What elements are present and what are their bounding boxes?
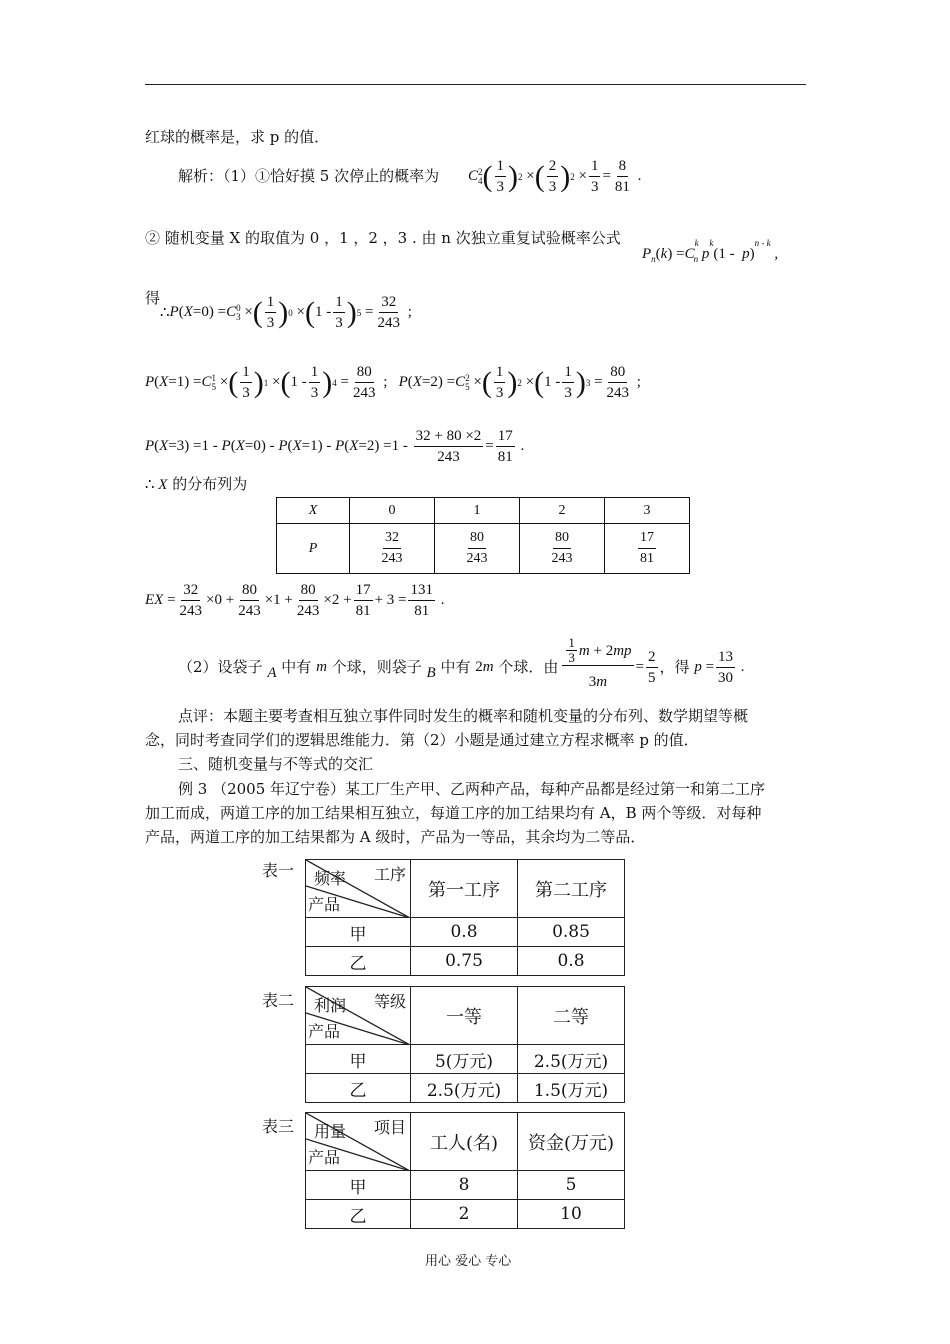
table-cell: 5 [518,1171,625,1200]
comment-line-2: 念，同时考查同学们的逻辑思维能力．第（2）小题是通过建立方程求概率 p 的值． [145,731,699,749]
dist-header-cell: 1 [435,498,520,524]
row-label: 乙 [306,1200,411,1229]
solution-intro: 解析：（1）①恰好摸 5 次停止的概率为 [178,167,440,185]
part2-line: （2）设袋子 A 中有 m 个球，则袋子 B 中有 2m 个球．由 $\frac{1}{3}$ m + 2 mp 3m = $\frac{2}{5}$ ，得 p = $\frac{13}{30}$ . [178,635,745,690]
row-label: 甲 [306,1045,411,1074]
table3-label: 表三 [262,1117,295,1136]
row-label: 乙 [306,947,411,976]
dist-prob-cell: $\frac{32}{243}$ [350,524,435,574]
diag-top-left: 利润 [314,996,347,1015]
diag-top-right: 工序 [373,865,406,884]
distribution-table [276,497,690,574]
table-cell: 1.5(万元) [518,1074,625,1103]
formula-binomial: $P_n(k) =C^k_n$ $p^k(1 - p)^{n - k}$ , [642,238,779,264]
dist-header-cell: 0 [350,498,435,524]
formula-px1-px2: P ( X =1) = C 1 5 × ( $\frac{1}{3}$ ) 1 × ( 1 - $\frac{1}{3}$ ) 4 = $\frac{80}{243}$ ; P ( X =2) = C 2 5 × ( $\frac{1}{3}$ ) 2 × ( 1 - $\frac{1}{3}$ ) 3 = $\frac{80}{243}$ ; [145,364,641,401]
formula-p5: C 2 4 ( $\frac{1}{3}$ ) 2 × ( $\frac{2}{3}$ ) 2 × $\frac{1}{3}$ = $\frac{8}{81}$ . [468,158,642,195]
col-header: 一等 [411,987,518,1045]
diag-bottom-left: 产品 [308,1148,341,1167]
diag-top-left: 频率 [314,869,347,888]
dist-header-x: X [277,498,350,524]
de-label: 得 [145,289,161,307]
dist-row-label: P [277,524,350,574]
row-label: 甲 [306,918,411,947]
page-footer: 用心 爱心 专心 [425,1254,512,1269]
formula-expectation: EX = $\frac{32}{243}$ ×0 + $\frac{80}{243}$ ×1 + $\frac{80}{243}$ ×2 + $\frac{17}{81}$ + 3 = $\frac{131}{81}$ . [145,582,445,619]
dist-prob-cell: $\frac{80}{243}$ [435,524,520,574]
table-cell: 0.85 [518,918,625,947]
section-heading: 三、随机变量与不等式的交汇 [178,755,374,773]
diag-bottom-left: 产品 [308,1022,341,1041]
dist-header-cell: 2 [520,498,605,524]
table1-label: 表一 [262,861,295,880]
table-cell: 0.8 [518,947,625,976]
formula-px0: ∴ P ( X =0) = C 0 3 × ( $\frac{1}{3}$ ) 0 × ( 1 - $\frac{1}{3}$ ) 5 = $\frac{32}{243}$ ; [160,294,412,331]
col-header: 第二工序 [518,860,625,918]
table-1 [305,859,625,976]
table-3 [305,1112,625,1229]
diag-header-cell [306,860,411,918]
table-2 [305,986,625,1103]
table-cell: 8 [411,1171,518,1200]
solution-part2: ② 随机变量 X 的取值为 0 ，1 ，2 ，3 . 由 n 次独立重复试验概率公式 [145,229,621,247]
diag-bottom-left: 产品 [308,895,341,914]
example3-line-3: 产品，两道工序的加工结果都为 A 级时，产品为一等品，其余均为二等品． [145,828,646,846]
table-cell: 2 [411,1200,518,1229]
col-header: 工人(名) [411,1113,518,1171]
example3-line-2: 加工而成，两道工序的加工结果相互独立，每道工序的加工结果均有 A，B 两个等级．对每种 [145,804,762,822]
formula-px3: P ( X =3) =1 - P ( X =0) - P ( X =1) - P ( X =2) =1 - $\frac{32 + 80 \times 2}{243}$ = $\frac{17}{81}$ . [145,428,525,465]
col-header: 资金(万元) [518,1113,625,1171]
col-header: 第一工序 [411,860,518,918]
table-cell: 5(万元) [411,1045,518,1074]
table-cell: 2.5(万元) [411,1074,518,1103]
text-line-1: 红球的概率是，求 p 的值． [145,128,330,146]
dist-intro: ∴ X 的分布列为 [145,475,248,493]
dist-prob-cell: $\frac{17}{81}$ [605,524,690,574]
table-cell: 10 [518,1200,625,1229]
dist-prob-cell: $\frac{80}{243}$ [520,524,605,574]
table-cell: 0.8 [411,918,518,947]
header-rule [145,84,806,85]
row-label: 乙 [306,1074,411,1103]
row-label: 甲 [306,1171,411,1200]
example3-line-1: 例 3 （2005 年辽宁卷）某工厂生产甲、乙两种产品，每种产品都是经过第一和第二工序 [178,780,766,798]
diag-top-left: 用量 [314,1122,347,1141]
diag-top-right: 项目 [373,1118,406,1137]
table-cell: 2.5(万元) [518,1045,625,1074]
comment-line-1: 点评：本题主要考查相互独立事件同时发生的概率和随机变量的分布列、数学期望等概 [178,707,749,725]
table-cell: 0.75 [411,947,518,976]
table2-label: 表二 [262,991,295,1010]
col-header: 二等 [518,987,625,1045]
dist-header-cell: 3 [605,498,690,524]
diag-header-cell [306,1113,411,1171]
diag-header-cell [306,987,411,1045]
diag-top-right: 等级 [373,992,406,1011]
